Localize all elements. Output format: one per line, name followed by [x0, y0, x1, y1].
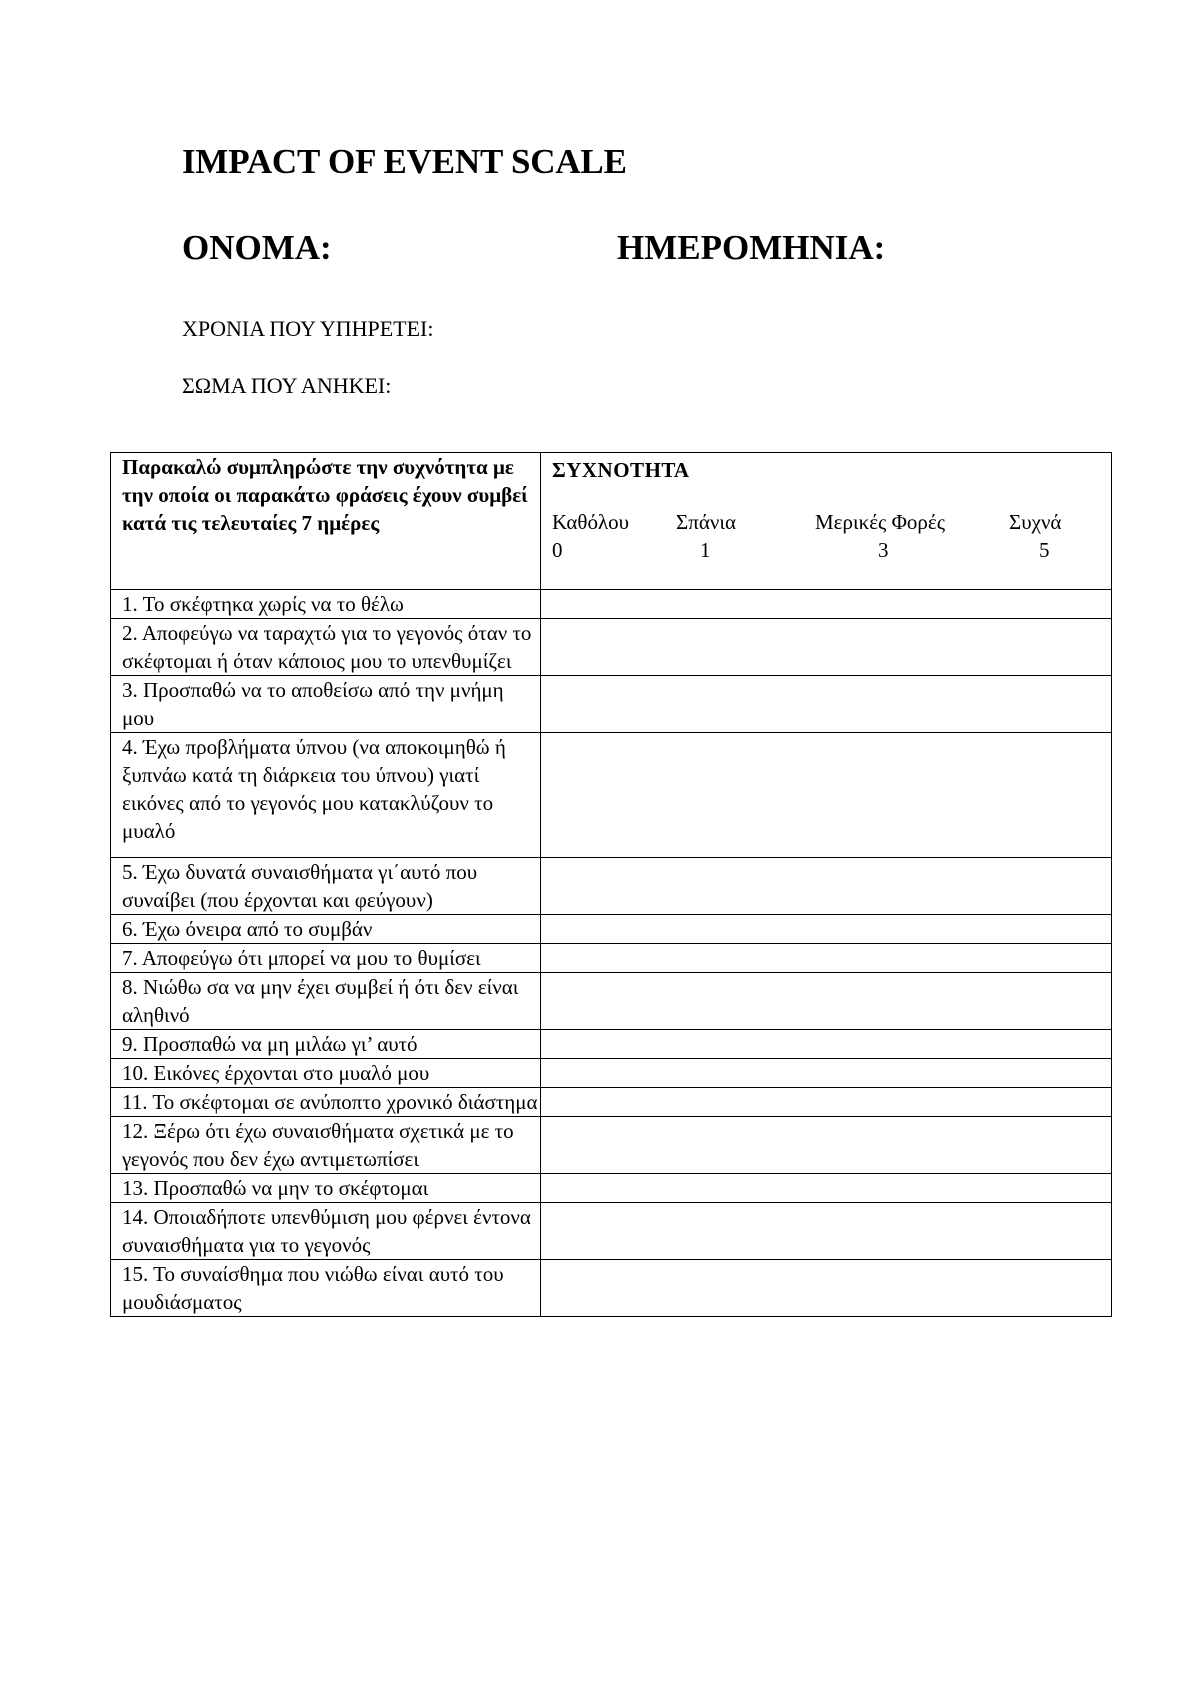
option-sometimes [815, 508, 945, 564]
answer-cell[interactable] [541, 619, 1112, 676]
item-text: 2. Αποφεύγω να ταραχτώ για το γεγονός όταν το σκέφτομαι ή όταν κάποιος μου το υπενθυμίζει [111, 619, 541, 676]
corps-label: ΣΩΜΑ ΠΟΥ ΑΝΗΚΕΙ: [182, 373, 392, 398]
option-value: 0 [552, 538, 563, 562]
option-often [1009, 508, 1061, 564]
table-row [111, 915, 1112, 944]
option-label: Μερικές Φορές [815, 510, 946, 534]
option-label: Συχνά [1009, 510, 1062, 534]
item-text: 10. Εικόνες έρχονται στο μυαλό μου [111, 1059, 541, 1088]
table-row [111, 733, 1112, 858]
item-text: 1. Το σκέφτηκα χωρίς να το θέλω [111, 590, 541, 619]
years-of-service-label: ΧΡΟΝΙΑ ΠΟΥ ΥΠΗΡΕΤΕΙ: [182, 316, 434, 341]
table-row [111, 944, 1112, 973]
option-value: 5 [1039, 538, 1050, 562]
item-text: 3. Προσπαθώ να το αποθείσω από την μνήμη μου [111, 676, 541, 733]
answer-cell[interactable] [541, 1030, 1112, 1059]
answer-cell[interactable] [541, 973, 1112, 1030]
frequency-title: ΣΥΧΝΟΤΗΤΑ [552, 458, 690, 482]
item-text: 9. Προσπαθώ να μη μιλάω γι’ αυτό [111, 1030, 541, 1059]
answer-cell[interactable] [541, 733, 1112, 858]
name-field-label: ΟΝΟΜΑ: [182, 228, 332, 267]
page-title: IMPACT OF EVENT SCALE [182, 142, 627, 181]
table-row [111, 1203, 1112, 1260]
instruction-cell: Παρακαλώ συμπληρώστε την συχνότητα με την οποία οι παρακάτω φράσεις έχουν συμβεί κατά τις τελευταίες 7 ημέρες [111, 453, 541, 590]
frequency-header-cell [541, 453, 1112, 590]
item-text: 13. Προσπαθώ να μην το σκέφτομαι [111, 1174, 541, 1203]
answer-cell[interactable] [541, 676, 1112, 733]
table-row [111, 1117, 1112, 1174]
answer-cell[interactable] [541, 1088, 1112, 1117]
table-header-row [111, 453, 1112, 590]
table-row [111, 1030, 1112, 1059]
option-never [552, 508, 629, 564]
item-text: 5. Έχω δυνατά συναισθήματα γι΄αυτό που συναίβει (που έρχονται και φεύγουν) [111, 858, 541, 915]
table-row [111, 1059, 1112, 1088]
frequency-options [552, 508, 1111, 564]
answer-cell[interactable] [541, 915, 1112, 944]
answer-cell[interactable] [541, 1117, 1112, 1174]
table-row [111, 1174, 1112, 1203]
table-row [111, 676, 1112, 733]
answer-cell[interactable] [541, 944, 1112, 973]
item-text: 8. Νιώθω σα να μην έχει συμβεί ή ότι δεν είναι αληθινό [111, 973, 541, 1030]
item-text: 7. Αποφεύγω ότι μπορεί να μου το θυμίσει [111, 944, 541, 973]
item-text: 4. Έχω προβλήματα ύπνου (να αποκοιμηθώ ή ξυπνάω κατά τη διάρκεια του ύπνου) γιατί εικόνες από το γεγονός μου κατακλύζουν το μυαλό [111, 733, 541, 858]
answer-cell[interactable] [541, 1059, 1112, 1088]
option-label: Καθόλου [552, 510, 630, 534]
answer-cell[interactable] [541, 858, 1112, 915]
item-text: 12. Ξέρω ότι έχω συναισθήματα σχετικά με το γεγονός που δεν έχω αντιμετωπίσει [111, 1117, 541, 1174]
item-text: 11. Το σκέφτομαι σε ανύποπτο χρονικό διάστημα [111, 1088, 541, 1117]
table-row [111, 590, 1112, 619]
table-row [111, 619, 1112, 676]
answer-cell[interactable] [541, 590, 1112, 619]
item-text: 6. Έχω όνειρα από το συμβάν [111, 915, 541, 944]
date-field-label: ΗΜΕΡΟΜΗΝΙΑ: [617, 228, 886, 267]
answer-cell[interactable] [541, 1174, 1112, 1203]
answer-cell[interactable] [541, 1260, 1112, 1317]
table-row [111, 1260, 1112, 1317]
scale-table [110, 452, 1112, 1317]
option-rarely [676, 508, 736, 564]
answer-cell[interactable] [541, 1203, 1112, 1260]
table-row [111, 973, 1112, 1030]
table-row [111, 1088, 1112, 1117]
table-row [111, 858, 1112, 915]
option-value: 1 [700, 538, 711, 562]
option-value: 3 [878, 538, 889, 562]
option-label: Σπάνια [676, 510, 736, 534]
item-text: 14. Οποιαδήποτε υπενθύμιση μου φέρνει έντονα συναισθήματα για το γεγονός [111, 1203, 541, 1260]
item-text: 15. Το συναίσθημα που νιώθω είναι αυτό του μουδιάσματος [111, 1260, 541, 1317]
